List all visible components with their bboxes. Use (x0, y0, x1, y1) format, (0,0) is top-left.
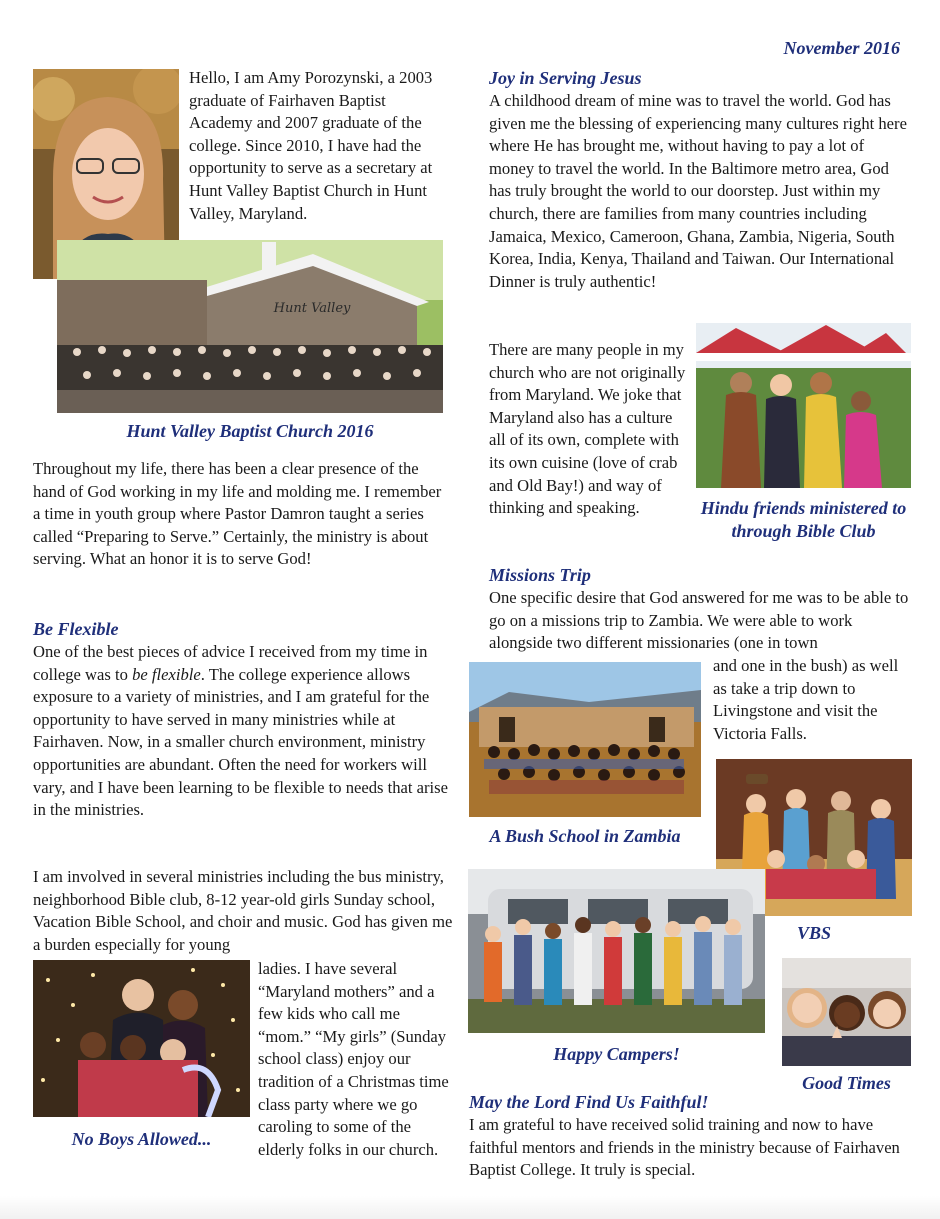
flex-text-a: One of the best pieces of advice I received from my time in college was to (33, 642, 428, 684)
page-bottom-shadow (0, 1196, 940, 1219)
joy-heading: Joy in Serving Jesus (489, 68, 642, 88)
missions-paragraph-continued: and one in the bush) as well as take a trip down to Livingstone and visit the Victoria Falls. (713, 656, 899, 743)
faithful-paragraph: I am grateful to have received solid training and now to have faithful mentors and friends in the ministry because of Fairhaven Baptist College. It truly is special. (469, 1115, 900, 1180)
missions-heading: Missions Trip (489, 565, 591, 585)
issue-date: November 2016 (783, 38, 900, 58)
happy-campers-caption: Happy Campers! (553, 1044, 680, 1064)
intro-paragraph: Hello, I am Amy Porozynski, a 2003 graduate of Fairhaven Baptist Academy and 2007 graduate of the college. Since 2010, I have had the opportunity to serve as a secretary at Hunt Valley Baptist Church in Hunt Valley, Maryland. (189, 68, 433, 223)
missions-paragraph: One specific desire that God answered for me was to be able to go on a missions trip to Zambia. We were able to work alongside two different missionaries (one in town (489, 588, 909, 653)
hindu-caption: Hindu friends ministered to through Bible Club (700, 498, 907, 541)
happy-campers-photo (468, 869, 765, 1033)
hindu-friends-photo (696, 323, 911, 488)
bush-school-photo (469, 662, 701, 817)
flex-emphasis: be flexible (132, 664, 201, 684)
flex-text-b: . The college experience allows exposure to a variety of ministries, and I am grateful for the opportunity to have served in many ministries while at Fairhaven. Now, in a smaller church environment, ministry opportunities are abundant. Often the need for workers will vary, and I have been learning to be flexible to needs that arise in the ministries. (33, 664, 448, 820)
church-sign: Hunt Valley (273, 301, 351, 316)
joy-paragraph: A childhood dream of mine was to travel the world. God has given me the blessing of experiencing many cultures right here where He has brought me, without having to pay a lot of money to travel the world. In the Baltimore metro area, God has truly brought the world to our doorstep. Just within my church, there are families from many countries including Jamaica, Mexico, Cameroon, Ghana, Zambia, Nigeria, South Korea, India, Kenya, Thailand and Taiwan. Our International Dinner is truly authentic! (489, 91, 907, 291)
be-flexible-heading: Be Flexible (33, 619, 119, 639)
vbs-caption: VBS (796, 923, 832, 943)
no-boys-caption: No Boys Allowed... (71, 1129, 212, 1149)
be-flexible-paragraph (33, 641, 451, 822)
christmas-girls-photo (33, 960, 250, 1117)
bush-school-caption: A Bush School in Zambia (489, 826, 681, 846)
good-times-caption: Good Times (802, 1073, 891, 1093)
presence-paragraph: Throughout my life, there has been a clear presence of the hand of God working in my life and molding me. I remember a time in youth group where Pastor Damron taught a series called “Preparing to Serve.” Certainly, the ministry is about serving. What an honor it is to serve God! (33, 459, 442, 569)
ministries-paragraph: I am involved in several ministries including the bus ministry, neighborhood Bible club, 8-12 year-old girls Sunday school, Vacation Bible School, and choir and music. God has given me a burden especially for young (33, 867, 453, 954)
maryland-paragraph: There are many people in my church who are not originally from Maryland. We joke that Maryland also has a culture all of its own, complete with its own cuisine (love of crab and Old Bay!) and way of thinking and speaking. (489, 340, 686, 518)
church-photo (57, 240, 443, 413)
faithful-heading: May the Lord Find Us Faithful! (469, 1092, 709, 1112)
good-times-photo (782, 958, 911, 1066)
church-caption: Hunt Valley Baptist Church 2016 (126, 421, 374, 441)
ministries-paragraph-continued: ladies. I have several “Maryland mothers” and a few kids who call me “mom.” “My girls” (Sunday school class) enjoy our tradition of a Christmas time class party where we go caroling to some of the elderly folks in our church. (258, 959, 449, 1159)
